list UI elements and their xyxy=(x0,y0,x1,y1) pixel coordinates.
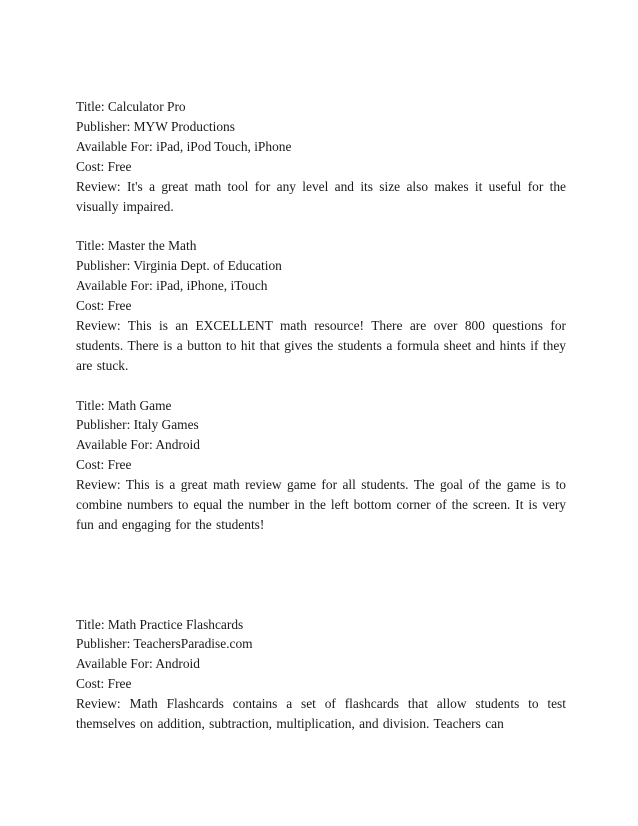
app-cost: Cost: Free xyxy=(76,298,132,314)
app-entry-master-the-math xyxy=(76,236,566,375)
spacer xyxy=(76,376,566,396)
app-title: Title: Math Practice Flashcards xyxy=(76,616,244,632)
app-availability: Available For: Android xyxy=(76,437,200,453)
app-cost: Cost: Free xyxy=(76,457,132,473)
app-review: Review: It's a great math tool for any level and its size also makes it useful for the visually impaired. xyxy=(76,178,566,214)
app-review: Review: This is an EXCELLENT math resource! There are over 800 questions for students. There is a button to hit that gives the students a formula sheet and hints if they are stuck. xyxy=(76,317,566,373)
app-entry-math-game xyxy=(76,396,566,535)
app-entry-math-practice-flashcards xyxy=(76,615,566,734)
app-title: Title: Calculator Pro xyxy=(76,99,186,114)
app-title: Title: Master the Math xyxy=(76,238,197,254)
spacer xyxy=(76,535,566,615)
app-publisher: Publisher: MYW Productions xyxy=(76,118,235,134)
app-availability: Available For: iPad, iPhone, iTouch xyxy=(76,278,268,294)
app-publisher: Publisher: TeachersParadise.com xyxy=(76,636,253,652)
app-availability: Available For: Android xyxy=(76,656,200,672)
app-cost: Cost: Free xyxy=(76,158,132,174)
app-publisher: Publisher: Virginia Dept. of Education xyxy=(76,258,282,274)
app-availability: Available For: iPad, iPod Touch, iPhone xyxy=(76,138,292,154)
app-entry-calculator-pro xyxy=(76,97,566,216)
app-review: Review: This is a great math review game for all students. The goal of the game is to combine numbers to equal the number in the left bottom corner of the screen. It is very fun and engaging for the students! xyxy=(76,477,566,532)
document-page xyxy=(76,97,566,734)
app-title: Title: Math Game xyxy=(76,397,172,413)
app-review: Review: Math Flashcards contains a set of flashcards that allow students to test themselves on addition, subtraction, multiplication, and division. Teachers can xyxy=(76,696,566,732)
spacer xyxy=(76,216,566,236)
app-publisher: Publisher: Italy Games xyxy=(76,417,199,433)
app-cost: Cost: Free xyxy=(76,676,132,692)
